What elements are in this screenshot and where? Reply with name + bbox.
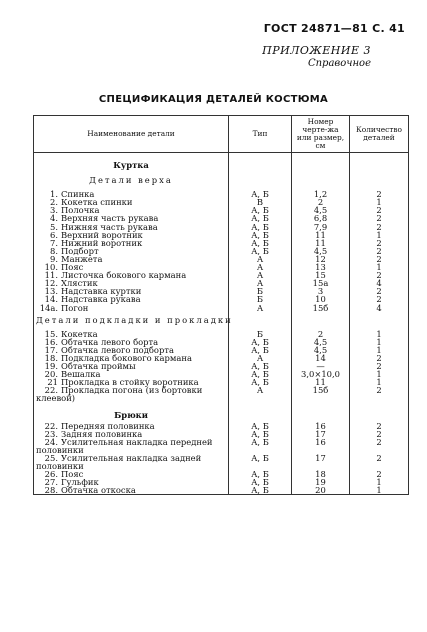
- row-qty: 2: [350, 223, 409, 231]
- row-name: Верхняя часть рукава: [61, 213, 159, 224]
- row-qty: 2: [350, 206, 409, 214]
- row-drawing: 6,8: [292, 214, 350, 222]
- row-type: А, Б: [229, 470, 292, 478]
- row-type: А: [229, 354, 292, 362]
- row-qty: 2: [350, 386, 409, 402]
- row-type: А, Б: [229, 223, 292, 231]
- row-name: Погон: [61, 302, 89, 313]
- row-number: 2.: [50, 197, 58, 208]
- row-type: Б: [229, 295, 292, 303]
- table-row: [34, 386, 409, 402]
- row-drawing: 20: [292, 486, 350, 495]
- row-type: А, Б: [229, 378, 292, 386]
- row-qty: 2: [350, 422, 409, 430]
- table-row: [34, 454, 409, 470]
- row-qty: 1: [350, 263, 409, 271]
- col-header-qty: Количество деталей: [350, 116, 409, 153]
- row-drawing: 4,5: [292, 346, 350, 354]
- row-number: 10.: [44, 262, 58, 273]
- table-row: [34, 255, 409, 263]
- row-number: 14а.: [39, 302, 58, 313]
- row-name: Пояс: [61, 469, 84, 480]
- row-type: А: [229, 271, 292, 279]
- row-number: 12.: [44, 278, 58, 289]
- row-drawing: 7,9: [292, 223, 350, 231]
- row-qty: 2: [350, 239, 409, 247]
- section-trousers: Брюки: [114, 409, 148, 420]
- row-name: Верхний воротник: [61, 229, 143, 240]
- row-qty: 2: [350, 287, 409, 295]
- row-number: 23.: [44, 428, 58, 439]
- row-type: А, Б: [229, 454, 292, 470]
- table-row: [34, 438, 409, 454]
- row-qty: 2: [350, 470, 409, 478]
- row-number: 15.: [44, 328, 58, 339]
- row-drawing: 2: [292, 330, 350, 338]
- row-qty: 2: [350, 255, 409, 263]
- col-header-type: Тип: [229, 116, 292, 153]
- row-drawing: 13: [292, 263, 350, 271]
- row-drawing: 1,2: [292, 190, 350, 198]
- row-drawing: 19: [292, 478, 350, 486]
- row-qty: 1: [350, 370, 409, 378]
- standard-header: ГОСТ 24871—81 С. 41: [263, 22, 405, 35]
- row-drawing: 10: [292, 295, 350, 303]
- row-name: Задняя половинка: [61, 428, 143, 439]
- row-name: Полочка: [61, 205, 100, 216]
- row-drawing: 4,5: [292, 206, 350, 214]
- row-number: 19.: [44, 361, 58, 372]
- row-name: Спинка: [61, 189, 95, 200]
- row-type: Б: [229, 287, 292, 295]
- row-name: Прокладка погона (из бортовки клеевой): [36, 385, 203, 404]
- row-drawing: 17: [292, 454, 350, 470]
- row-qty: 2: [350, 430, 409, 438]
- row-drawing: 17: [292, 430, 350, 438]
- row-type: А, Б: [229, 438, 292, 454]
- row-name: Хлястик: [61, 278, 98, 289]
- row-qty: 1: [350, 338, 409, 346]
- row-drawing: 11: [292, 239, 350, 247]
- row-number: 6.: [50, 229, 58, 240]
- row-drawing: 12: [292, 255, 350, 263]
- row-number: 17.: [44, 344, 58, 355]
- table-row: [34, 304, 409, 312]
- row-number: 1.: [50, 189, 58, 200]
- row-qty: 1: [350, 486, 409, 495]
- row-qty: 2: [350, 271, 409, 279]
- row-number: 24.: [44, 436, 58, 447]
- row-name: Кокетка: [61, 328, 98, 339]
- row-type: А, Б: [229, 430, 292, 438]
- table-row: [34, 486, 409, 495]
- row-number: 22.: [44, 385, 58, 396]
- row-drawing: 11: [292, 378, 350, 386]
- row-drawing: 11: [292, 231, 350, 239]
- row-type: А, Б: [229, 239, 292, 247]
- row-name: Нижний воротник: [61, 237, 143, 248]
- row-number: 21: [47, 377, 58, 388]
- row-name: Подкладка бокового кармана: [61, 352, 192, 363]
- row-type: А, Б: [229, 346, 292, 354]
- row-name: Усилительная накладка передней половинки: [36, 436, 213, 455]
- table-row: [34, 295, 409, 303]
- row-number: 26.: [44, 469, 58, 480]
- row-type: А, Б: [229, 486, 292, 495]
- col-header-name: Наименование детали: [34, 116, 229, 153]
- row-type: А, Б: [229, 370, 292, 378]
- row-name: Обтачка левого борта: [61, 336, 159, 347]
- row-type: А, Б: [229, 422, 292, 430]
- row-number: 22.: [44, 420, 58, 431]
- row-drawing: 3: [292, 287, 350, 295]
- row-qty: 4: [350, 304, 409, 312]
- row-name: Прокладка в стойку воротника: [61, 377, 199, 388]
- appendix-label: ПРИЛОЖЕНИЕ 3: [262, 44, 371, 57]
- row-name: Надставка рукава: [61, 294, 141, 305]
- row-qty: 2: [350, 362, 409, 370]
- row-name: Обтачка откоска: [61, 485, 136, 496]
- row-qty: 1: [350, 346, 409, 354]
- row-number: 14.: [44, 294, 58, 305]
- row-type: А, Б: [229, 338, 292, 346]
- row-type: А, Б: [229, 214, 292, 222]
- row-type: А: [229, 279, 292, 287]
- row-name: Манжета: [61, 253, 103, 264]
- row-number: 20.: [44, 369, 58, 380]
- section-jacket-top: Детали верха: [89, 175, 173, 186]
- row-name: Усилительная накладка задней половинки: [36, 453, 202, 472]
- row-drawing: 16: [292, 422, 350, 430]
- row-drawing: 3,0×10,0: [292, 370, 350, 378]
- row-drawing: 4,5: [292, 338, 350, 346]
- row-number: 7.: [50, 237, 58, 248]
- row-qty: 2: [350, 295, 409, 303]
- spec-table-body: [34, 153, 409, 495]
- row-number: 28.: [44, 485, 58, 496]
- row-qty: 2: [350, 247, 409, 255]
- row-drawing: 4,5: [292, 247, 350, 255]
- row-number: 8.: [50, 245, 58, 256]
- section-jacket-lining: Детали подкладки и прокладки: [36, 314, 233, 325]
- row-name: Надставка куртки: [61, 286, 142, 297]
- row-number: 5.: [50, 221, 58, 232]
- row-qty: 1: [350, 198, 409, 206]
- row-name: Вешалка: [61, 369, 101, 380]
- row-type: А, Б: [229, 247, 292, 255]
- section-jacket: Куртка: [113, 160, 149, 170]
- row-type: В: [229, 198, 292, 206]
- row-drawing: —: [292, 362, 350, 370]
- appendix-note: Справочное: [307, 58, 371, 69]
- row-drawing: 16: [292, 438, 350, 454]
- row-qty: 1: [350, 231, 409, 239]
- spec-table: [33, 115, 409, 495]
- row-type: А, Б: [229, 206, 292, 214]
- row-name: Гульфик: [61, 477, 99, 488]
- row-number: 4.: [50, 213, 58, 224]
- row-name: Кокетка спинки: [61, 197, 133, 208]
- row-number: 3.: [50, 205, 58, 216]
- row-type: Б: [229, 330, 292, 338]
- row-type: А: [229, 263, 292, 271]
- row-drawing: 2: [292, 198, 350, 206]
- row-type: А, Б: [229, 190, 292, 198]
- col-header-drawing: Номер черте-жа или размер, см: [292, 116, 350, 153]
- row-drawing: 15б: [292, 304, 350, 312]
- row-name: Нижняя часть рукава: [61, 221, 158, 232]
- row-number: 16.: [44, 336, 58, 347]
- row-type: А, Б: [229, 231, 292, 239]
- row-qty: 1: [350, 330, 409, 338]
- row-type: А, Б: [229, 362, 292, 370]
- row-qty: 2: [350, 454, 409, 470]
- row-type: А, Б: [229, 478, 292, 486]
- row-number: 25.: [44, 453, 58, 463]
- row-name: Пояс: [61, 262, 84, 273]
- row-name: Передняя половинка: [61, 420, 155, 431]
- row-drawing: 15а: [292, 279, 350, 287]
- row-drawing: 14: [292, 354, 350, 362]
- row-qty: 2: [350, 214, 409, 222]
- row-type: А: [229, 304, 292, 312]
- row-qty: 4: [350, 279, 409, 287]
- row-number: 11.: [44, 270, 58, 281]
- row-type: А: [229, 255, 292, 263]
- row-number: 13.: [44, 286, 58, 297]
- row-number: 9.: [50, 253, 58, 264]
- row-type: А: [229, 386, 292, 402]
- row-name: Обтачка проймы: [61, 361, 136, 372]
- row-name: Листочка бокового кармана: [61, 270, 187, 281]
- row-qty: 2: [350, 354, 409, 362]
- row-number: 18.: [44, 352, 58, 363]
- row-drawing: 18: [292, 470, 350, 478]
- row-drawing: 15: [292, 271, 350, 279]
- page-title: СПЕЦИФИКАЦИЯ ДЕТАЛЕЙ КОСТЮМА: [98, 94, 329, 105]
- row-qty: 1: [350, 378, 409, 386]
- row-name: Подборт: [61, 245, 99, 256]
- row-name: Обтачка левого подборта: [61, 344, 174, 355]
- row-number: 27.: [44, 477, 58, 488]
- row-qty: 2: [350, 190, 409, 198]
- row-drawing: 15б: [292, 386, 350, 402]
- row-qty: 1: [350, 478, 409, 486]
- row-qty: 2: [350, 438, 409, 454]
